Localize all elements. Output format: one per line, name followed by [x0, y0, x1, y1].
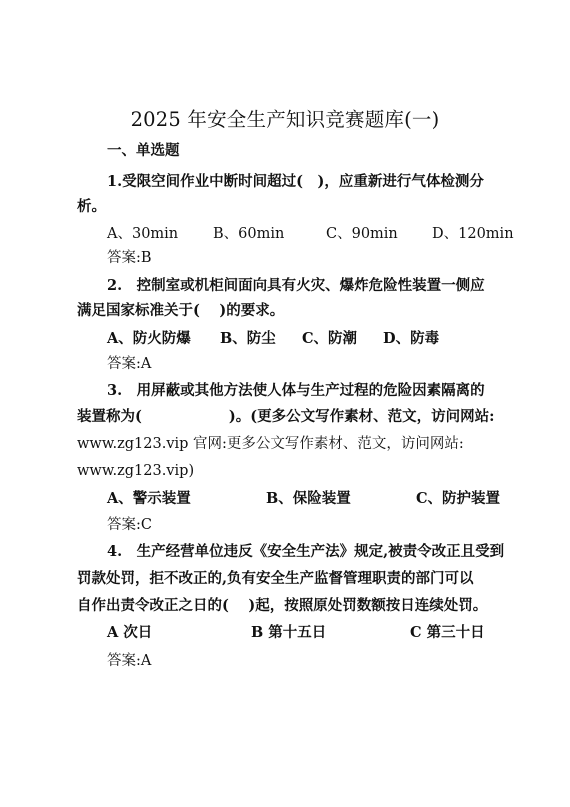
- question-4-answer: 答案:A: [107, 653, 152, 669]
- question-4-line-2: 罚款处罚，拒不改正的,负有安全生产监督管理职责的部门可以: [77, 570, 474, 587]
- question-2-answer: 答案:A: [107, 356, 152, 372]
- question-3-line-3: www.zg123.vip 官网:更多公文写作素材、范文，访问网站:: [77, 436, 464, 452]
- question-1-answer: 答案:B: [107, 250, 152, 266]
- question-3-line-1: 3. 用屏蔽或其他方法使人体与生产过程的危险因素隔离的: [107, 382, 485, 399]
- question-3-line-4: www.zg123.vip): [77, 463, 195, 479]
- question-3-line-2: 装置称为( )。(更多公文写作素材、范文，访问网站:: [77, 408, 495, 425]
- question-1-option-d: D、120min: [432, 226, 514, 242]
- question-4-line-3: 自作出责令改正之日的( )起，按照原处罚数额按日连续处罚。: [77, 597, 488, 614]
- question-4-line-1: 4. 生产经营单位违反《安全生产法》规定,被责令改正且受到: [107, 543, 505, 560]
- question-2-option-b: B、防尘: [220, 330, 276, 347]
- question-2-line-2: 满足国家标准关于( )的要求。: [77, 302, 285, 319]
- question-2-line-1: 2. 控制室或机柜间面向具有火灾、爆炸危险性装置一侧应: [107, 277, 485, 294]
- question-1-line-1: 1.受限空间作业中断时间超过( )，应重新进行气体检测分: [107, 173, 484, 190]
- question-2-option-d: D、防毒: [383, 330, 440, 347]
- question-3-option-b: B、保险装置: [266, 490, 351, 507]
- question-2-option-a: A、防火防爆: [107, 330, 191, 347]
- question-1-option-b: B、60min: [213, 226, 285, 242]
- question-3-option-a: A、警示装置: [107, 490, 191, 507]
- question-1-line-2: 析。: [77, 198, 106, 215]
- document-title: 2025 年安全生产知识竞赛题库(一): [130, 108, 440, 131]
- question-1-option-a: A、30min: [107, 226, 179, 242]
- question-4-option-a: A 次日: [107, 624, 153, 641]
- question-3-option-c: C、防护装置: [416, 490, 501, 507]
- question-3-answer: 答案:C: [107, 517, 152, 533]
- question-2-option-c: C、防潮: [302, 330, 358, 347]
- question-4-option-b: B 第十五日: [251, 624, 327, 641]
- question-1-option-c: C、90min: [326, 226, 398, 242]
- question-4-option-c: C 第三十日: [410, 624, 485, 641]
- section-heading: 一、单选题: [107, 142, 180, 159]
